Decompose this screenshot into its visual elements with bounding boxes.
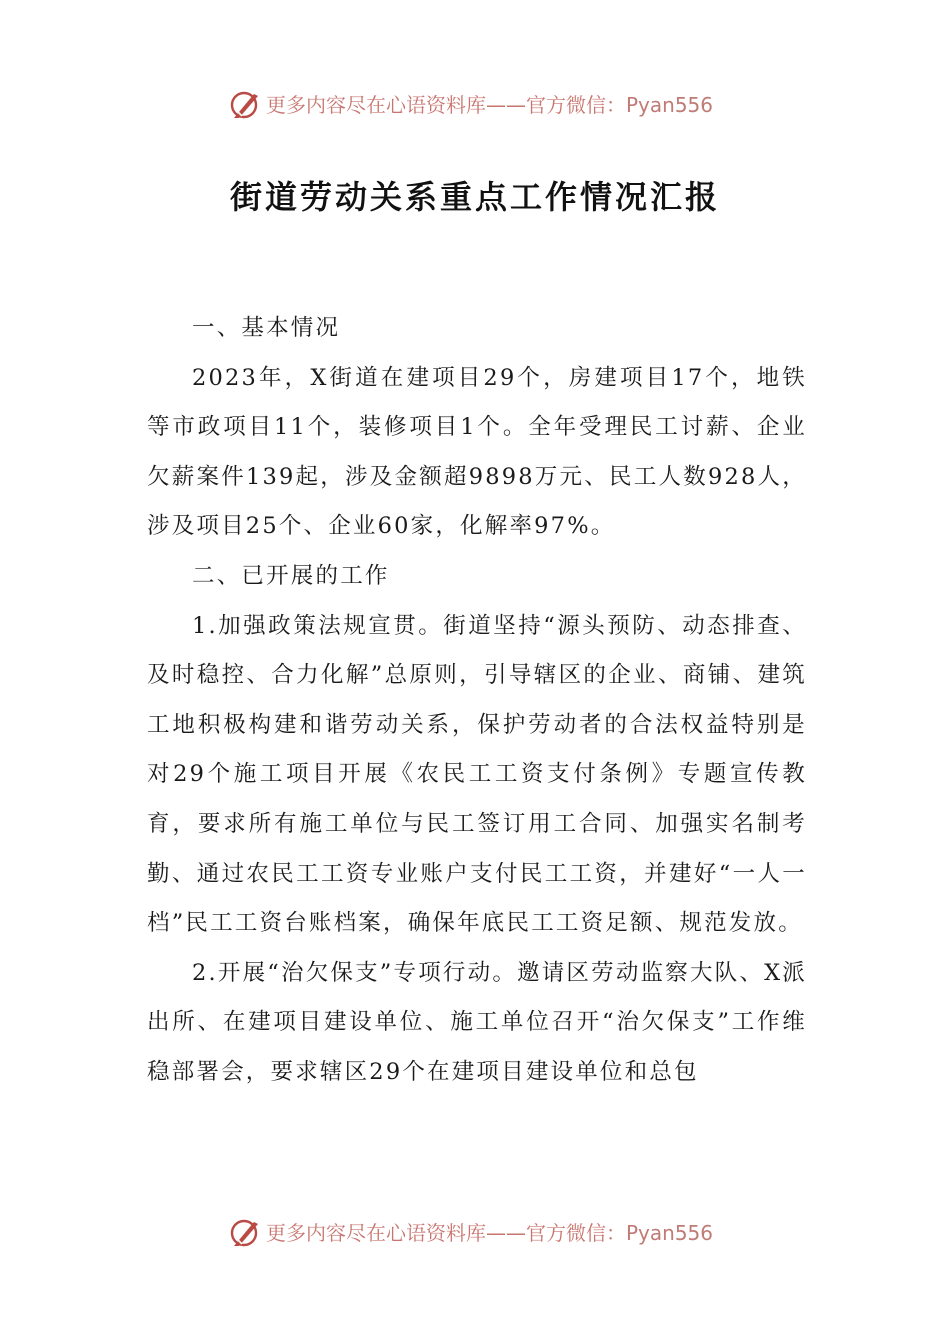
watermark-handle: Pyan556	[626, 93, 714, 117]
watermark-banner-top	[0, 85, 950, 125]
quill-pen-logo-icon	[228, 88, 262, 122]
section-heading-basic: 一、基本情况	[192, 315, 341, 341]
paragraph-special-action: 2.开展“治欠保支”专项行动。邀请区劳动监察大队、X派出所、在建项目建设单位、施工单位召开“治欠保支”工作维稳部署会，要求辖区29个在建项目建设单位和总包	[147, 959, 807, 1085]
quill-pen-logo-icon	[228, 1216, 262, 1250]
document-body	[147, 304, 807, 1098]
section-heading-work-done: 二、已开展的工作	[192, 562, 390, 589]
watermark-handle: Pyan556	[626, 1221, 714, 1245]
watermark-main-text: 更多内容尽在心语资料库	[266, 1221, 486, 1245]
paragraph-policy-promotion: 1.加强政策法规宣贯。街道坚持“源头预防、动态排查、及时稳控、合力化解”总原则，引导辖区的企业、商铺、建筑工地积极构建和谐劳动关系，保护劳动者的合法权益特别是对29个施工项目开展《农民工工资支付条例》专题宣传教育，要求所有施工单位与民工签订用工合同、加强实名制考勤、通过农民工工资专业账户支付民工工资，并建好“一人一档”民工工资台账档案，确保年底民工工资足额、规范发放。	[147, 612, 807, 937]
document-title: 街道劳动关系重点工作情况汇报	[229, 178, 720, 216]
watermark-text	[266, 1219, 713, 1247]
watermark-suffix: 官方微信：	[526, 93, 626, 117]
paragraph-basic-situation: 2023年，X街道在建项目29个，房建项目17个，地铁等市政项目11个，装修项目1个。全年受理民工讨薪、企业欠薪案件139起，涉及金额超9898万元、民工人数928人，涉及项目25个、企业60家，化解率97%。	[147, 364, 807, 540]
watermark-banner-bottom	[0, 1213, 950, 1253]
watermark-suffix: 官方微信：	[526, 1221, 626, 1245]
watermark-main-text: 更多内容尽在心语资料库	[266, 93, 486, 117]
watermark-text	[266, 91, 713, 119]
watermark-separator: ——	[486, 1221, 526, 1245]
watermark-separator: ——	[486, 93, 526, 117]
